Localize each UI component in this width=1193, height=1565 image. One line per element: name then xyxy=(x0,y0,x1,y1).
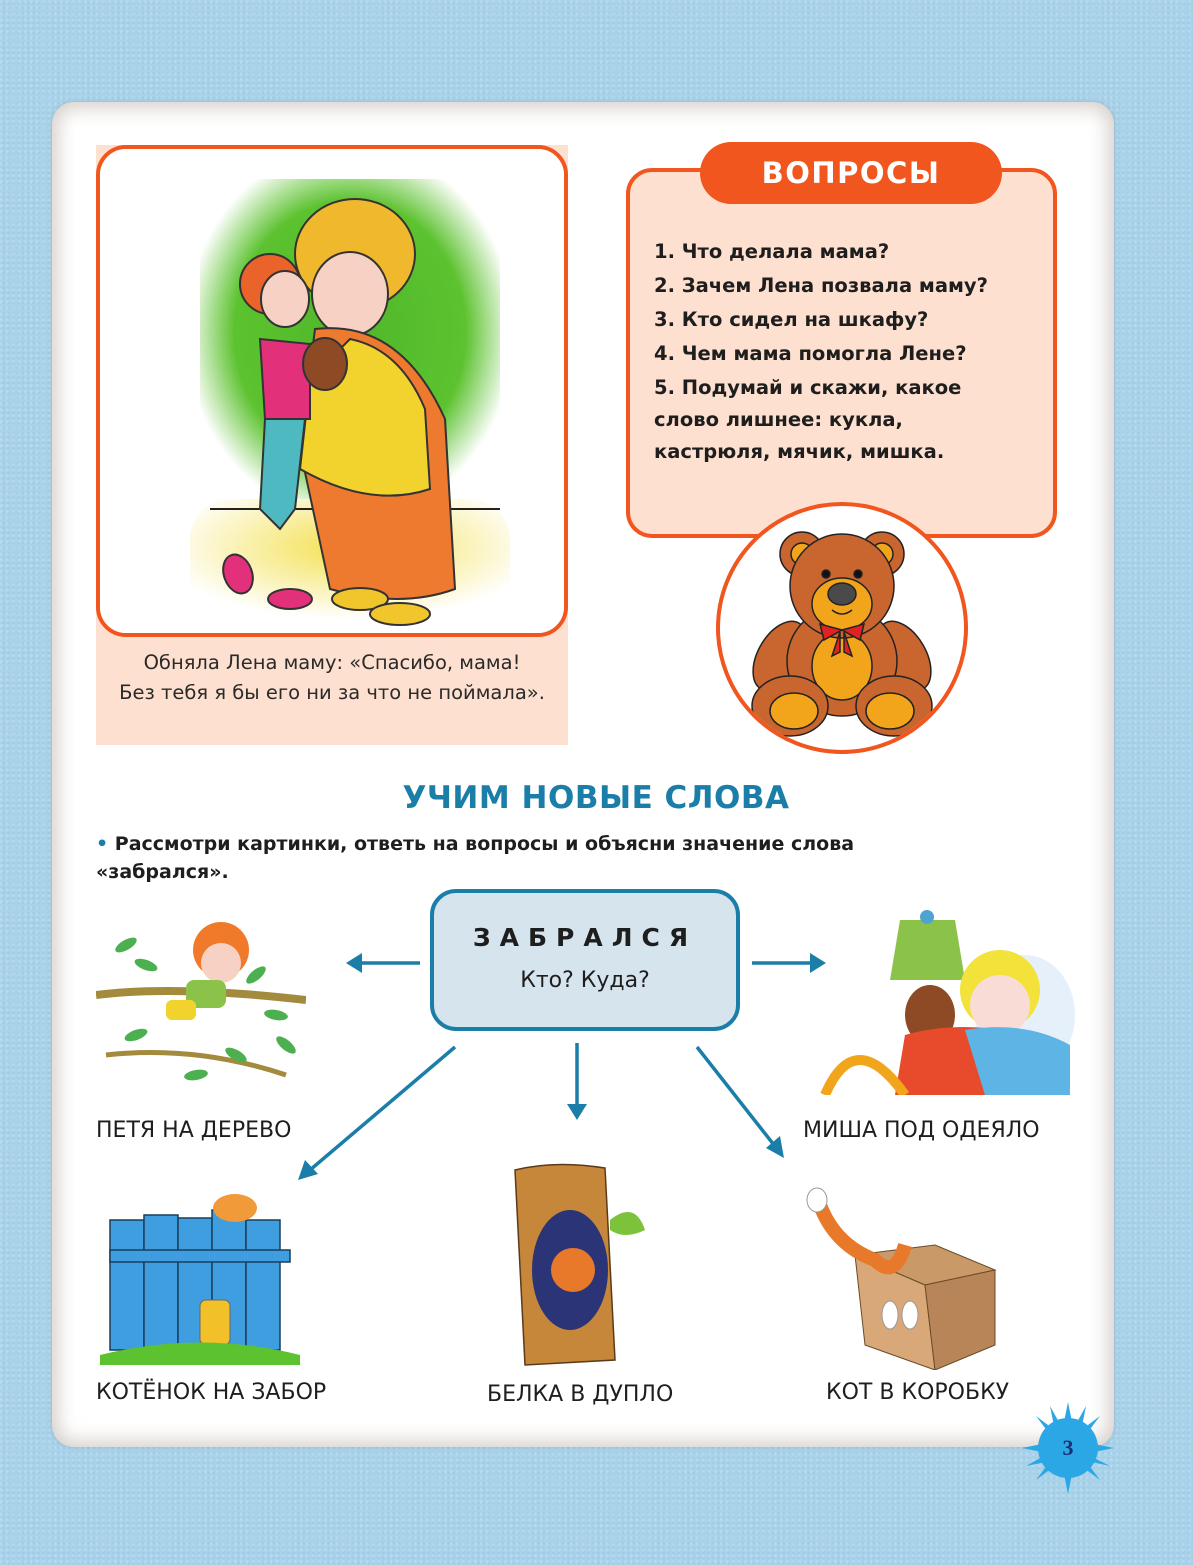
caption-line: Обняла Лена маму: «Спасибо, мама! xyxy=(143,651,521,674)
question-item xyxy=(654,372,1054,468)
caption-line: Без тебя я бы его ни за что не поймала». xyxy=(119,681,545,704)
cat-in-box-icon xyxy=(795,1185,1035,1370)
questions-title: ВОПРОСЫ xyxy=(700,142,1002,204)
section-title: УЧИМ НОВЫЕ СЛОВА xyxy=(402,780,790,816)
kitten-on-fence-icon xyxy=(100,1180,300,1365)
squirrel-in-hollow-icon xyxy=(495,1160,665,1370)
question-line: слово лишнее: кукла, xyxy=(654,408,903,431)
center-word-box xyxy=(430,889,740,1031)
boy-in-tree-icon xyxy=(96,905,306,1095)
teddy-bear-image xyxy=(716,502,968,754)
question-line: 5. Подумай и скажи, какое xyxy=(654,376,962,399)
question-item: 2. Зачем Лена позвала маму? xyxy=(654,274,988,297)
instruction-line: Рассмотри картинки, ответь на вопросы и объясни значение слова xyxy=(114,833,855,855)
label-cat: КОТ В КОРОБКУ xyxy=(826,1380,1010,1405)
label-kitten: КОТЁНОК НА ЗАБОР xyxy=(96,1380,327,1405)
story-illustration xyxy=(96,145,568,637)
center-word: ЗАБРАЛСЯ xyxy=(472,923,698,952)
question-item: 4. Чем мама помогла Лене? xyxy=(654,342,967,365)
cat-in-box-image xyxy=(795,1185,1035,1370)
boy-under-blanket-image xyxy=(815,905,1075,1095)
kitten-on-fence-image xyxy=(100,1180,300,1365)
story-caption xyxy=(96,648,568,708)
label-misha: МИША ПОД ОДЕЯЛО xyxy=(803,1118,1040,1143)
questions-list xyxy=(654,236,1054,468)
boy-under-blanket-icon xyxy=(815,905,1075,1095)
mother-daughter-hug-icon xyxy=(100,149,564,633)
label-squirrel: БЕЛКА В ДУПЛО xyxy=(487,1382,674,1407)
question-item: 3. Кто сидел на шкафу? xyxy=(654,308,929,331)
label-petya: ПЕТЯ НА ДЕРЕВО xyxy=(96,1118,292,1143)
bullet-icon: • xyxy=(96,833,109,855)
page-number xyxy=(1020,1400,1116,1496)
page-number-text: 3 xyxy=(1062,1435,1074,1460)
instruction-line: «забрался». xyxy=(96,861,229,883)
teddy-bear-icon xyxy=(720,506,964,750)
question-item: 1. Что делала мама? xyxy=(654,240,890,263)
boy-in-tree-image xyxy=(96,905,306,1095)
center-question: Кто? Куда? xyxy=(520,968,650,993)
squirrel-in-hollow-image xyxy=(495,1160,665,1370)
instruction-text xyxy=(96,830,1016,886)
question-line: кастрюля, мячик, мишка. xyxy=(654,440,945,463)
